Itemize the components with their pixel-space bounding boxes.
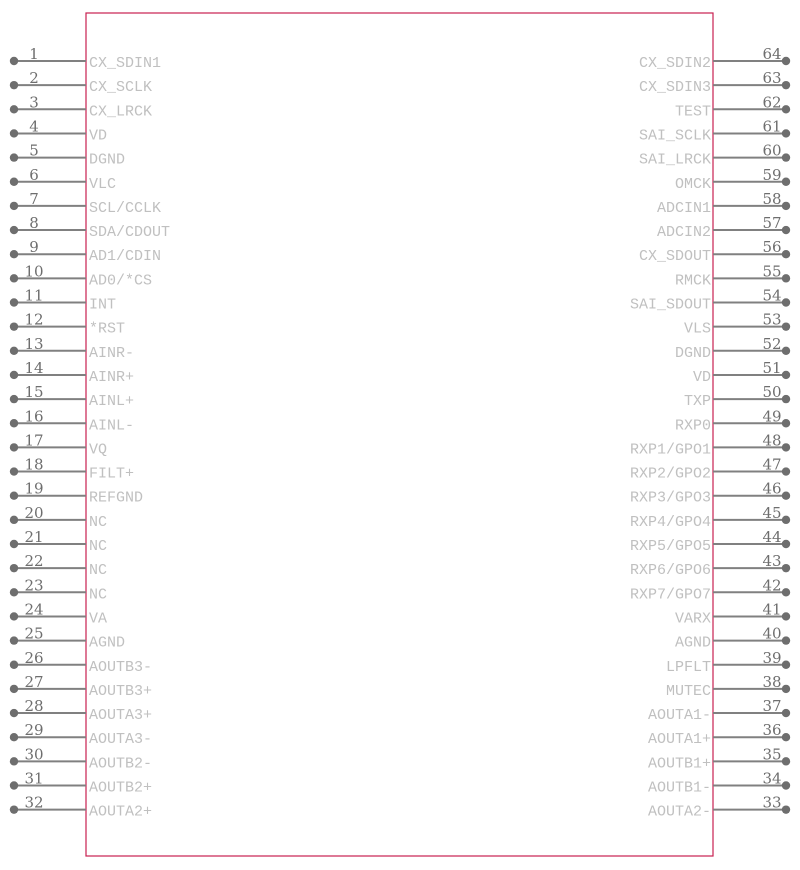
pin-51-terminal: [782, 371, 790, 379]
pin-label: AGND: [674, 634, 711, 652]
pin-number: 7: [29, 189, 39, 208]
pin-number: 37: [762, 697, 782, 716]
pin-3: [10, 93, 152, 120]
pin-34: [648, 770, 790, 797]
pin-52-terminal: [782, 347, 790, 355]
pin-number: 19: [24, 479, 44, 498]
pin-58: [657, 190, 790, 217]
pin-62-terminal: [782, 105, 790, 113]
pin-39-terminal: [782, 661, 790, 669]
pin-12-terminal: [10, 322, 18, 330]
pin-number: 64: [762, 45, 782, 63]
pin-number: 6: [29, 165, 39, 184]
pin-8: [10, 214, 170, 241]
pin-17: [10, 431, 107, 458]
pin-number: 54: [762, 286, 782, 305]
pin-11: [10, 287, 116, 314]
pin-4-terminal: [10, 129, 18, 137]
pin-number: 2: [29, 69, 39, 88]
pin-label: *RST: [89, 320, 126, 338]
pin-number: 28: [24, 697, 44, 716]
pin-number: 49: [762, 407, 782, 426]
pin-27-terminal: [10, 685, 18, 693]
pin-number: 5: [29, 141, 39, 160]
pin-label: MUTEC: [665, 682, 711, 700]
pin-55: [675, 262, 790, 289]
left-pin-group: [10, 45, 170, 821]
pin-36: [648, 721, 790, 748]
pin-45: [630, 504, 790, 531]
pin-label: NC: [89, 586, 108, 604]
pin-label: AOUTB2+: [89, 779, 153, 797]
pin-8-terminal: [10, 226, 18, 234]
pin-number: 22: [24, 552, 44, 571]
component-body-outline: [86, 13, 713, 856]
pin-52: [675, 335, 790, 362]
pin-number: 51: [762, 358, 782, 377]
pin-number: 55: [762, 262, 782, 281]
pin-label: DGND: [89, 151, 126, 169]
pin-59: [675, 166, 790, 193]
pin-number: 18: [24, 455, 44, 474]
pin-number: 53: [762, 310, 782, 329]
pin-64-terminal: [782, 57, 790, 65]
pin-2: [10, 69, 152, 96]
pin-label: TEST: [674, 103, 711, 121]
pin-37-terminal: [782, 709, 790, 717]
pin-56: [639, 238, 790, 265]
pin-40: [675, 625, 790, 652]
pin-7-terminal: [10, 202, 18, 210]
pin-number: 16: [24, 407, 44, 426]
pin-label: AOUTB1-: [647, 779, 711, 797]
pin-23: [10, 576, 107, 603]
pin-33: [648, 794, 790, 821]
pin-33-terminal: [782, 805, 790, 813]
pin-label: OMCK: [674, 175, 711, 193]
pin-label: VARX: [674, 610, 711, 628]
pin-number: 63: [762, 69, 782, 88]
pin-29-terminal: [10, 733, 18, 741]
pin-number: 39: [762, 648, 782, 667]
pin-44: [630, 528, 790, 555]
pin-number: 50: [762, 383, 782, 402]
pin-15-terminal: [10, 395, 18, 403]
pin-30: [10, 745, 152, 772]
pin-16: [10, 407, 134, 434]
right-pin-group: [630, 45, 790, 821]
pin-number: 36: [762, 721, 782, 740]
pin-37: [648, 697, 790, 724]
pin-label: LPFLT: [665, 658, 711, 676]
pin-number: 47: [762, 455, 782, 474]
pin-label: INT: [89, 296, 117, 314]
pin-number: 44: [762, 528, 782, 546]
pin-label: RXP6/GPO6: [629, 562, 711, 580]
pin-number: 57: [762, 214, 782, 233]
pin-number: 60: [762, 141, 782, 160]
pin-number: 33: [762, 793, 782, 812]
pin-label: CX_SDIN3: [638, 79, 711, 97]
pin-label: TXP: [683, 393, 711, 411]
pin-12: [10, 311, 125, 338]
pin-14: [10, 359, 134, 386]
pin-number: 30: [24, 745, 44, 764]
pin-59-terminal: [782, 178, 790, 186]
pin-2-terminal: [10, 81, 18, 89]
pin-46-terminal: [782, 492, 790, 500]
pin-number: 31: [24, 769, 44, 788]
pin-6-terminal: [10, 178, 18, 186]
pin-label: AINL-: [89, 417, 135, 435]
pin-55-terminal: [782, 274, 790, 282]
pin-6: [10, 166, 116, 193]
pin-number: 56: [762, 238, 782, 257]
pin-40-terminal: [782, 636, 790, 644]
pin-57-terminal: [782, 226, 790, 234]
pin-28: [10, 697, 152, 724]
pin-label: SAI_SDOUT: [629, 296, 711, 314]
pin-41: [675, 600, 790, 627]
pin-number: 52: [762, 334, 782, 353]
pin-26: [10, 649, 152, 676]
pin-61: [639, 117, 790, 144]
pin-number: 27: [24, 672, 44, 691]
pin-number: 17: [24, 431, 44, 450]
pin-label: RMCK: [674, 272, 711, 290]
pin-label: AGND: [89, 634, 126, 652]
pin-24-terminal: [10, 612, 18, 620]
pin-48-terminal: [782, 443, 790, 451]
pin-label: SDA/CDOUT: [89, 224, 171, 242]
pin-31: [10, 770, 152, 797]
pin-number: 23: [24, 576, 44, 595]
pin-number: 13: [24, 334, 44, 353]
pin-22-terminal: [10, 564, 18, 572]
pin-label: AOUTA2-: [647, 803, 711, 821]
pin-label: AOUTA1+: [647, 731, 711, 749]
pin-45-terminal: [782, 516, 790, 524]
pin-63-terminal: [782, 81, 790, 89]
pin-label: SCL/CCLK: [89, 199, 162, 217]
pin-43: [630, 552, 790, 579]
pin-label: SAI_SCLK: [638, 127, 711, 145]
pin-label: CX_SCLK: [89, 79, 153, 97]
pin-49: [675, 407, 790, 434]
pin-53: [684, 311, 790, 338]
pin-26-terminal: [10, 661, 18, 669]
pin-38-terminal: [782, 685, 790, 693]
pin-62: [675, 93, 790, 120]
pin-label: CX_SDOUT: [638, 248, 711, 266]
pin-number: 24: [24, 600, 44, 619]
pin-number: 9: [29, 238, 39, 257]
pin-label: VLC: [89, 175, 117, 193]
pin-label: CX_LRCK: [89, 103, 153, 121]
pin-label: RXP0: [674, 417, 711, 435]
pin-label: AOUTB3+: [89, 682, 153, 700]
pin-label: RXP7/GPO7: [629, 586, 711, 604]
pin-number: 45: [762, 503, 782, 522]
pin-14-terminal: [10, 371, 18, 379]
pin-47: [630, 456, 790, 483]
pin-44-terminal: [782, 540, 790, 548]
pin-label: DGND: [674, 344, 711, 362]
pin-11-terminal: [10, 298, 18, 306]
pin-18-terminal: [10, 467, 18, 475]
pin-label: AOUTA3+: [89, 707, 153, 725]
pin-53-terminal: [782, 322, 790, 330]
pin-number: 12: [24, 310, 44, 329]
pin-label: VD: [692, 368, 711, 386]
pin-60: [639, 142, 790, 169]
pin-number: 34: [762, 769, 782, 788]
pin-19: [10, 480, 143, 507]
pin-58-terminal: [782, 202, 790, 210]
pin-number: 38: [762, 672, 782, 691]
pin-number: 10: [24, 262, 44, 281]
pin-51: [693, 359, 790, 386]
pin-10: [10, 262, 152, 289]
pin-number: 59: [762, 165, 782, 184]
pin-label: RXP5/GPO5: [629, 538, 711, 555]
pin-number: 25: [24, 624, 44, 643]
pin-42-terminal: [782, 588, 790, 596]
pin-label: AINL+: [89, 393, 135, 411]
pin-label: AD0/*CS: [89, 272, 153, 290]
pin-34-terminal: [782, 781, 790, 789]
pin-48: [630, 431, 790, 458]
pin-label: AOUTB1+: [647, 755, 711, 773]
pin-label: VLS: [683, 320, 711, 338]
pin-21: [10, 528, 107, 555]
pin-label: AOUTA2+: [89, 803, 153, 821]
pin-number: 11: [24, 286, 44, 305]
pin-54: [630, 287, 790, 314]
pin-13-terminal: [10, 347, 18, 355]
pin-20-terminal: [10, 516, 18, 524]
pin-10-terminal: [10, 274, 18, 282]
pin-number: 48: [762, 431, 782, 450]
pin-number: 58: [762, 189, 782, 208]
pin-47-terminal: [782, 467, 790, 475]
pin-56-terminal: [782, 250, 790, 258]
pin-label: RXP2/GPO2: [629, 465, 711, 483]
pin-number: 32: [24, 793, 44, 812]
pin-36-terminal: [782, 733, 790, 741]
pin-label: RXP3/GPO3: [629, 489, 711, 507]
pin-label: NC: [89, 513, 108, 531]
pin-38: [666, 673, 790, 700]
pin-number: 1: [29, 45, 39, 63]
pin-25: [10, 625, 125, 652]
pin-label: CX_SDIN1: [89, 55, 162, 72]
pin-label: VQ: [89, 441, 108, 459]
pin-label: AOUTB2-: [89, 755, 153, 773]
pin-label: ADCIN1: [656, 199, 711, 217]
pin-number: 42: [762, 576, 782, 595]
pin-39: [666, 649, 790, 676]
pin-number: 46: [762, 479, 782, 498]
pin-number: 26: [24, 648, 44, 667]
pin-22: [10, 552, 107, 579]
pin-number: 43: [762, 552, 782, 571]
pin-4: [10, 117, 107, 144]
pin-23-terminal: [10, 588, 18, 596]
pin-42: [630, 576, 790, 603]
pin-5-terminal: [10, 153, 18, 161]
pin-label: RXP4/GPO4: [629, 513, 711, 531]
pin-20: [10, 504, 107, 531]
pin-number: 41: [762, 600, 782, 619]
pin-1-terminal: [10, 57, 18, 65]
pin-number: 15: [24, 383, 44, 402]
pin-30-terminal: [10, 757, 18, 765]
pin-31-terminal: [10, 781, 18, 789]
pin-54-terminal: [782, 298, 790, 306]
pin-63: [639, 69, 790, 96]
pin-label: VD: [89, 127, 108, 145]
pin-25-terminal: [10, 636, 18, 644]
pin-number: 29: [24, 721, 44, 740]
pin-label: FILT+: [89, 465, 135, 483]
pin-57: [657, 214, 790, 241]
pin-label: AINR+: [89, 368, 135, 386]
pin-60-terminal: [782, 153, 790, 161]
pin-41-terminal: [782, 612, 790, 620]
pin-50: [684, 383, 790, 410]
pin-label: SAI_LRCK: [638, 151, 711, 169]
pin-number: 4: [29, 117, 39, 136]
pin-13: [10, 335, 134, 362]
pin-3-terminal: [10, 105, 18, 113]
pin-number: 35: [762, 745, 782, 764]
pin-number: 14: [24, 358, 44, 377]
pin-number: 8: [29, 214, 39, 233]
pin-number: 61: [762, 117, 782, 136]
pin-label: CX_SDIN2: [638, 55, 711, 72]
pin-32-terminal: [10, 805, 18, 813]
pin-label: AOUTB3-: [89, 658, 153, 676]
pin-61-terminal: [782, 129, 790, 137]
pin-number: 3: [29, 93, 39, 112]
pin-number: 40: [762, 624, 782, 643]
pin-5: [10, 142, 125, 169]
pin-label: RXP1/GPO1: [629, 441, 711, 459]
pin-9-terminal: [10, 250, 18, 258]
pin-label: AOUTA1-: [647, 707, 711, 725]
pin-19-terminal: [10, 492, 18, 500]
pin-17-terminal: [10, 443, 18, 451]
pin-label: AINR-: [89, 344, 135, 362]
pin-label: ADCIN2: [656, 224, 711, 242]
pin-number: 20: [24, 503, 44, 522]
pin-label: AOUTA3-: [89, 731, 153, 749]
pin-27: [10, 673, 152, 700]
pin-label: AD1/CDIN: [89, 248, 162, 266]
pin-28-terminal: [10, 709, 18, 717]
pin-label: NC: [89, 538, 108, 555]
pin-label: NC: [89, 562, 108, 580]
pin-15: [10, 383, 134, 410]
pin-21-terminal: [10, 540, 18, 548]
pin-32: [10, 794, 152, 821]
pin-35-terminal: [782, 757, 790, 765]
pin-50-terminal: [782, 395, 790, 403]
pin-label: REFGND: [89, 489, 144, 507]
pin-29: [10, 721, 152, 748]
pin-18: [10, 456, 134, 483]
pin-64: [639, 45, 790, 72]
pin-24: [10, 600, 107, 627]
pin-number: 62: [762, 93, 782, 112]
pin-label: VA: [89, 610, 108, 628]
pin-49-terminal: [782, 419, 790, 427]
pin-number: 21: [24, 528, 44, 546]
pin-16-terminal: [10, 419, 18, 427]
pin-46: [630, 480, 790, 507]
pin-43-terminal: [782, 564, 790, 572]
pin-35: [648, 745, 790, 772]
